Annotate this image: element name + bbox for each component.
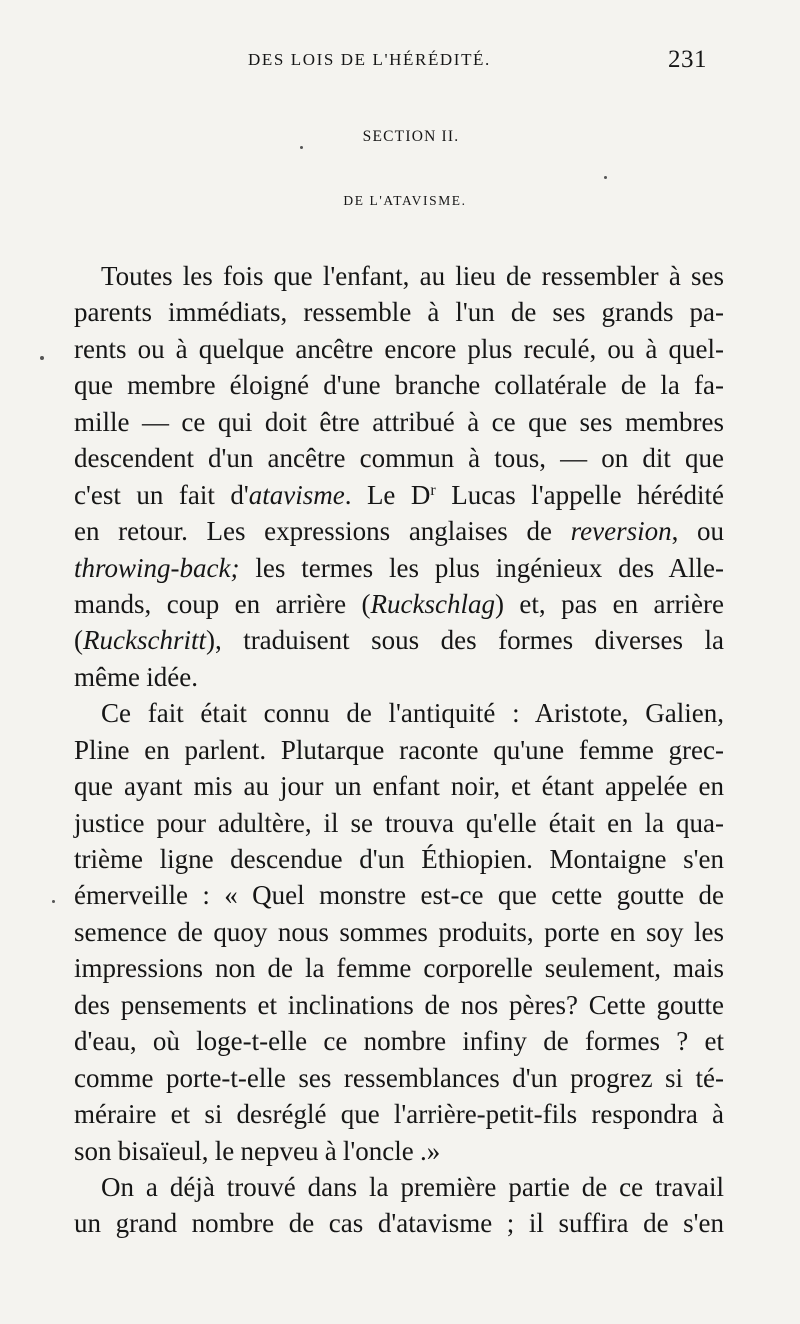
italic-term: atavisme: [248, 479, 345, 510]
italic-term: throwing-back;: [74, 552, 240, 583]
running-head: [0, 46, 800, 80]
running-title: DES LOIS DE L'HÉRÉDITÉ.: [248, 50, 491, 69]
text-segment: même idée.: [74, 661, 198, 692]
text-line: [74, 294, 724, 330]
superscript: r: [430, 481, 436, 499]
text-line: [74, 258, 724, 294]
text-line: [74, 1205, 724, 1241]
text-segment: en retour. Les expressions anglaises de: [74, 516, 571, 547]
text-line: [74, 877, 724, 913]
text-segment: rents ou à quelque ancêtre encore plus reculé, ou à quel-: [74, 333, 724, 364]
text-line: [74, 914, 724, 950]
text-segment: comme porte-t-elle ses ressemblances d'un progrez si té-: [74, 1062, 724, 1093]
text-segment: ), traduisent sous des formes diverses la: [205, 625, 724, 656]
text-line: [74, 513, 724, 549]
text-line: [74, 950, 724, 986]
text-segment: mands, coup en arrière (: [74, 588, 371, 619]
text-line: [74, 404, 724, 440]
text-segment: son bisaïeul, le nepveu à l'oncle .»: [74, 1135, 441, 1166]
section-subtitle: DE L'ATAVISME.: [343, 193, 467, 208]
text-segment: méraire et si desréglé que l'arrière-petit-fils respondra à: [74, 1099, 724, 1130]
print-speck: [300, 146, 303, 149]
page-number: 231: [668, 46, 707, 73]
text-segment: impressions non de la femme corporelle seulement, mais: [74, 953, 724, 984]
text-line: [74, 1060, 724, 1096]
text-line: [74, 440, 724, 476]
text-line: [74, 1169, 724, 1205]
text-line: [74, 805, 724, 841]
text-line: [74, 1096, 724, 1132]
text-line: [74, 841, 724, 877]
text-segment: c'est un fait d': [74, 479, 249, 510]
text-line: [74, 367, 724, 403]
text-segment: des pensements et inclinations de nos pères? Cette goutte: [74, 989, 724, 1020]
text-segment: Toutes les fois que l'enfant, au lieu de ressembler à ses: [101, 261, 724, 291]
text-line: [74, 768, 724, 804]
text-segment: , ou: [671, 516, 725, 547]
text-segment: . Le D: [344, 479, 431, 510]
section-title: SECTION II.: [362, 128, 460, 145]
text-segment: mille — ce qui doit être attribué à ce que ses membres: [74, 406, 724, 437]
print-speck: [40, 356, 44, 360]
text-segment: d'eau, où loge-t-elle ce nombre infiny de formes ? et: [74, 1026, 724, 1057]
text-segment: Lucas l'appelle hérédité: [435, 479, 724, 510]
print-speck: [52, 900, 55, 903]
text-segment: justice pour adultère, il se trouva qu'elle était en la qua-: [74, 807, 724, 838]
text-line: [74, 732, 724, 768]
text-line: [74, 1133, 724, 1169]
italic-term: reversion: [570, 516, 672, 547]
text-segment: émerveille : « Quel monstre est-ce que cette goutte de: [74, 880, 724, 911]
text-segment: ) et, pas en arrière: [494, 588, 724, 619]
body-text: [74, 258, 724, 1242]
text-line: [74, 586, 724, 622]
text-segment: descendent d'un ancêtre commun à tous, — on dit que: [74, 443, 724, 474]
text-segment: Ce fait était connu de l'antiquité : Aristote, Galien,: [101, 698, 724, 729]
text-line: [74, 477, 724, 513]
text-segment: semence de quoy nous sommes produits, porte en soy les: [74, 916, 724, 947]
text-segment: un grand nombre de cas d'atavisme ; il suffira de s'en: [74, 1208, 724, 1239]
italic-term: Ruckschlag: [370, 588, 495, 619]
print-speck: [604, 176, 607, 179]
text-line: [74, 987, 724, 1023]
italic-term: Ruckschritt: [83, 625, 206, 656]
text-segment: parents immédiats, ressemble à l'un de ses grands pa-: [74, 297, 724, 328]
text-line: [74, 550, 724, 586]
text-segment: que ayant mis au jour un enfant noir, et étant appelée en: [74, 771, 724, 802]
text-segment: que membre éloigné d'une branche collatérale de la fa-: [74, 370, 724, 401]
text-line: [74, 622, 724, 658]
text-segment: Pline en parlent. Plutarque raconte qu'une femme grec-: [74, 734, 724, 765]
text-line: [74, 659, 724, 695]
text-line: [74, 1023, 724, 1059]
text-line: [74, 695, 724, 731]
text-segment: (: [74, 625, 83, 656]
text-segment: On a déjà trouvé dans la première partie de ce travail: [101, 1171, 724, 1202]
text-segment: les termes les plus ingénieux des Alle-: [239, 552, 724, 583]
text-line: [74, 331, 724, 367]
text-segment: trième ligne descendue d'un Éthiopien. Montaigne s'en: [74, 844, 724, 874]
